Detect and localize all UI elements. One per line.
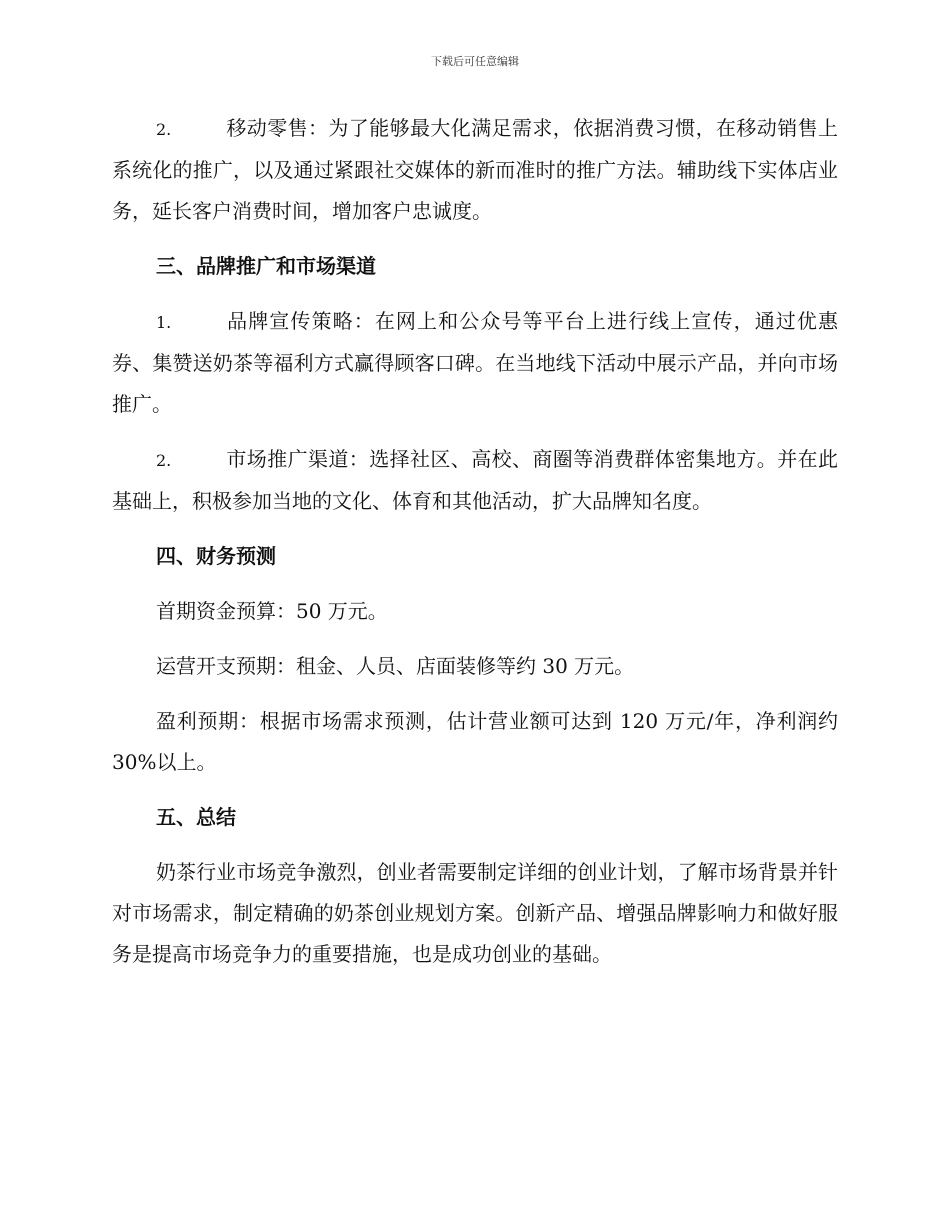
section-heading-financial-forecast: 四、财务预测 (156, 544, 276, 568)
section-heading-summary: 五、总结 (156, 805, 236, 829)
paragraph-mobile-retail (112, 108, 838, 232)
paragraph-text: 移动零售：为了能够最大化满足需求，依据消费习惯，在移动销售上系统化的推广，以及通过紧跟社交媒体的新而准时的推广方法。辅助线下实体店业务，延长客户消费时间，增加客户忠诚度。 (112, 116, 838, 223)
paragraph-text: 市场推广渠道：选择社区、高校、商圈等消费群体密集地方。并在此基础上，积极参加当地的文化、体育和其他活动，扩大品牌知名度。 (112, 447, 838, 513)
document-body (112, 108, 838, 989)
list-number: 1. (156, 313, 172, 332)
paragraph-summary: 奶茶行业市场竞争激烈，创业者需要制定详细的创业计划，了解市场背景并针对市场需求，制定精确的奶茶创业规划方案。创新产品、增强品牌影响力和做好服务是提高市场竞争力的重要措施，也是成功创业的基础。 (112, 860, 838, 966)
paragraph-operating-costs: 运营开支预期：租金、人员、店面装修等约 30 万元。 (156, 654, 635, 678)
paragraph-initial-budget: 首期资金预算：50 万元。 (156, 599, 388, 623)
page-header: 下载后可任意编辑 (431, 55, 519, 68)
list-number: 2. (156, 120, 172, 139)
paragraph-profit-forecast: 盈利预期：根据市场需求预测，估计营业额可达到 120 万元/年，净利润约 30%以上。 (112, 709, 838, 774)
paragraph-text: 品牌宣传策略：在网上和公众号等平台上进行线上宣传，通过优惠券、集赞送奶茶等福利方式赢得顾客口碑。在当地线下活动中展示产品，并向市场推广。 (112, 309, 838, 416)
section-heading-brand-promotion: 三、品牌推广和市场渠道 (156, 254, 376, 278)
paragraph-brand-strategy (112, 301, 838, 425)
list-number: 2. (156, 451, 172, 470)
paragraph-market-channels (112, 439, 838, 522)
